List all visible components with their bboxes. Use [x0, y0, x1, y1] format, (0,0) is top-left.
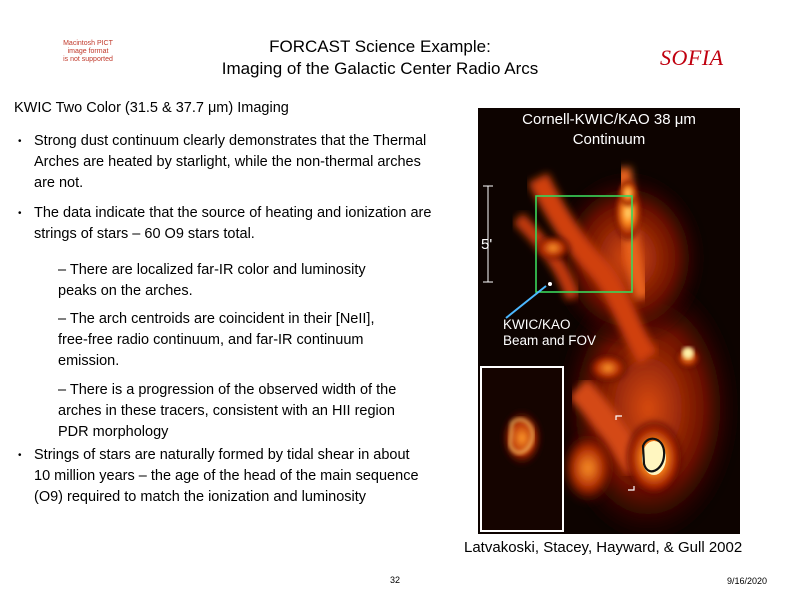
image-credit: Latvakoski, Stacey, Hayward, & Gull 2002 — [464, 539, 743, 556]
placeholder-line: Macintosh PICT — [63, 40, 113, 47]
bullet-text: Strong dust continuum clearly demonstrates that the Thermal Arches are heated by starlight, while the non-thermal arches are not. — [34, 133, 427, 191]
bullet-item — [18, 203, 438, 245]
subbullet-item — [58, 260, 438, 302]
subheading: KWIC Two Color (31.5 & 37.7 μm) Imaging — [14, 100, 289, 116]
image-label-line-2: Continuum — [572, 131, 646, 148]
beam-label-line-1: KWIC/KAO — [503, 317, 571, 332]
subbullet-text: – The arch centroids are coincident in their [NeII], free-free radio continuum, and far-IR continuum emission. — [58, 311, 375, 369]
subbullet-item — [58, 309, 438, 372]
image-label — [478, 110, 740, 150]
placeholder-line: image format — [67, 48, 109, 55]
image-label-line-1: Cornell-KWIC/KAO 38 μm — [522, 111, 696, 128]
bullet-text: The data indicate that the source of heating and ionization are strings of stars – 60 O9 stars total. — [34, 205, 432, 242]
bullet-item — [18, 445, 438, 508]
title-line-1: FORCAST Science Example: — [269, 37, 491, 56]
beam-label-line-2: Beam and FOV — [503, 333, 597, 348]
slide-title — [150, 36, 610, 80]
bullet-text: Strings of stars are naturally formed by tidal shear in about 10 million years – the age of the head of the main sequence (O9) required to match the ionization and luminosity — [34, 447, 419, 505]
bullet-dot-icon: • — [18, 136, 22, 147]
bullet-dot-icon: • — [18, 450, 22, 461]
subbullet-item — [58, 380, 438, 443]
beam-label — [503, 317, 596, 349]
sofia-logo: SOFIA — [660, 45, 724, 70]
title-line-2: Imaging of the Galactic Center Radio Arcs — [221, 59, 539, 78]
placeholder-line: is not supported — [63, 56, 113, 63]
subbullet-text: – There is a progression of the observed width of the arches in these tracers, consistent with an HII region PDR morphology — [58, 382, 397, 440]
scale-label: 5' — [481, 236, 493, 253]
page-number: 32 — [390, 575, 401, 585]
subbullet-text: – There are localized far-IR color and luminosity peaks on the arches. — [58, 262, 366, 299]
bullet-dot-icon: • — [18, 208, 22, 219]
image-placeholder — [52, 40, 124, 76]
bullet-item — [18, 131, 438, 194]
slide-date: 9/16/2020 — [727, 576, 768, 586]
